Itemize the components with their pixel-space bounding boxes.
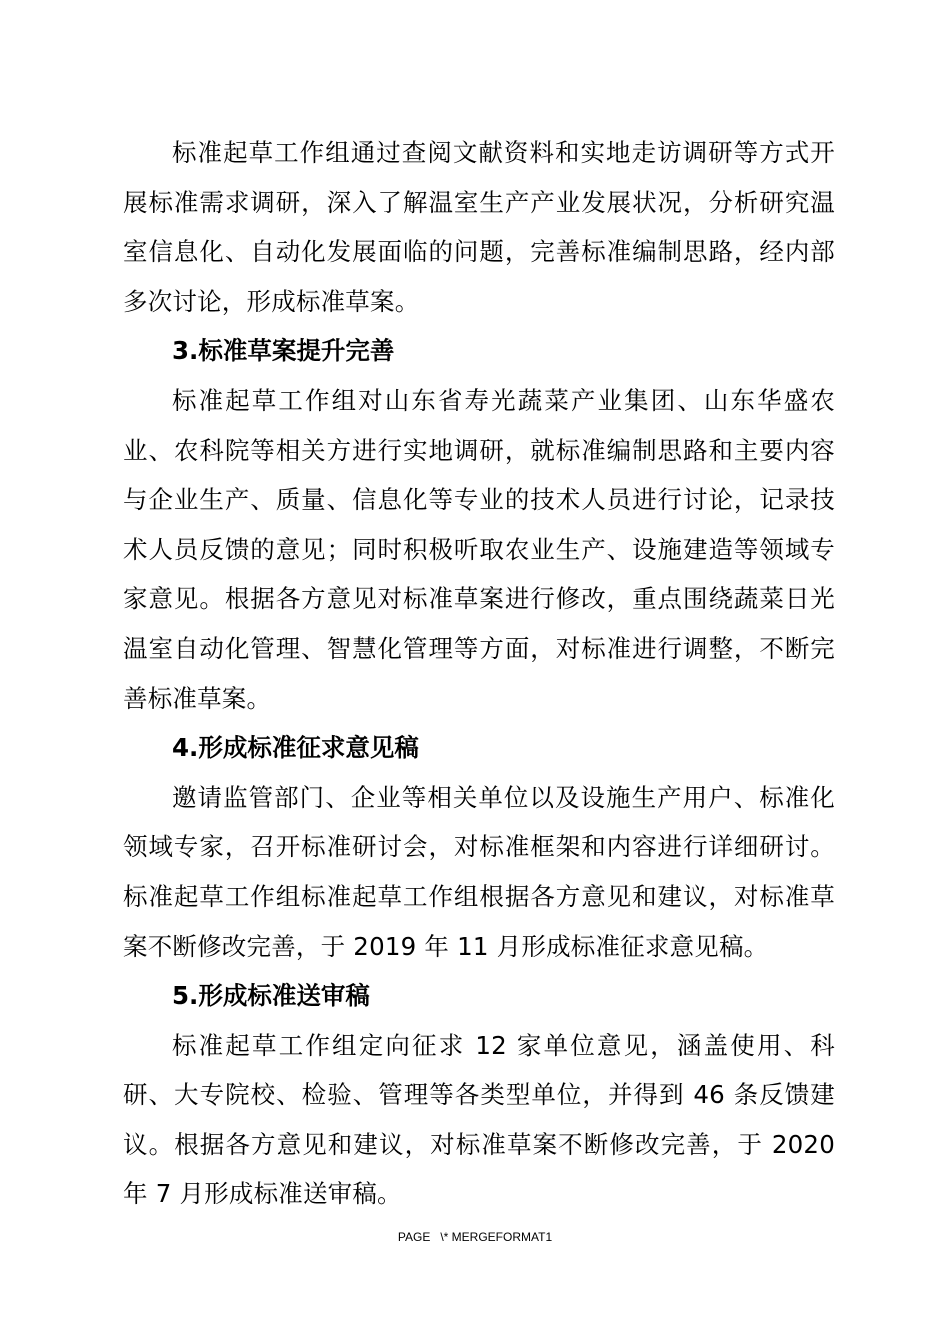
section-heading-3: 3.标准草案提升完善: [172, 336, 395, 366]
page-footer: PAGE \* MERGEFORMAT1: [397, 1230, 553, 1244]
document-body: [123, 128, 835, 1219]
paragraph-draft-improvement: 标准起草工作组对山东省寿光蔬菜产业集团、山东华盛农业、农科院等相关方进行实地调研，就标准编制思路和主要内容与企业生产、质量、信息化等专业的技术人员进行讨论，记录技术人员反馈的意见；同时积极听取农业生产、设施建造等领域专家意见。根据各方意见对标准草案进行修改，重点围绕蔬菜日光温室自动化管理、智慧化管理等方面，对标准进行调整，不断完善标准草案。: [123, 385, 835, 713]
paragraph-consultation-draft: 邀请监管部门、企业等相关单位以及设施生产用户、标准化领域专家，召开标准研讨会，对标准框架和内容进行详细研讨。标准起草工作组标准起草工作组根据各方意见和建议，对标准草案不断修改完善，于 2019 年 11 月形成标准征求意见稿。: [123, 782, 835, 961]
paragraph-requirements-research: 标准起草工作组通过查阅文献资料和实地走访调研等方式开展标准需求调研，深入了解温室生产产业发展状况，分析研究温室信息化、自动化发展面临的问题，完善标准编制思路，经内部多次讨论，形成标准草案。: [123, 138, 835, 316]
paragraph-review-draft: 标准起草工作组定向征求 12 家单位意见，涵盖使用、科研、大专院校、检验、管理等各类型单位，并得到 46 条反馈建议。根据各方意见和建议，对标准草案不断修改完善，于 2020 年 7 月形成标准送审稿。: [123, 1030, 835, 1209]
section-heading-5: 5.形成标准送审稿: [172, 981, 370, 1011]
section-heading-4: 4.形成标准征求意见稿: [172, 733, 419, 763]
